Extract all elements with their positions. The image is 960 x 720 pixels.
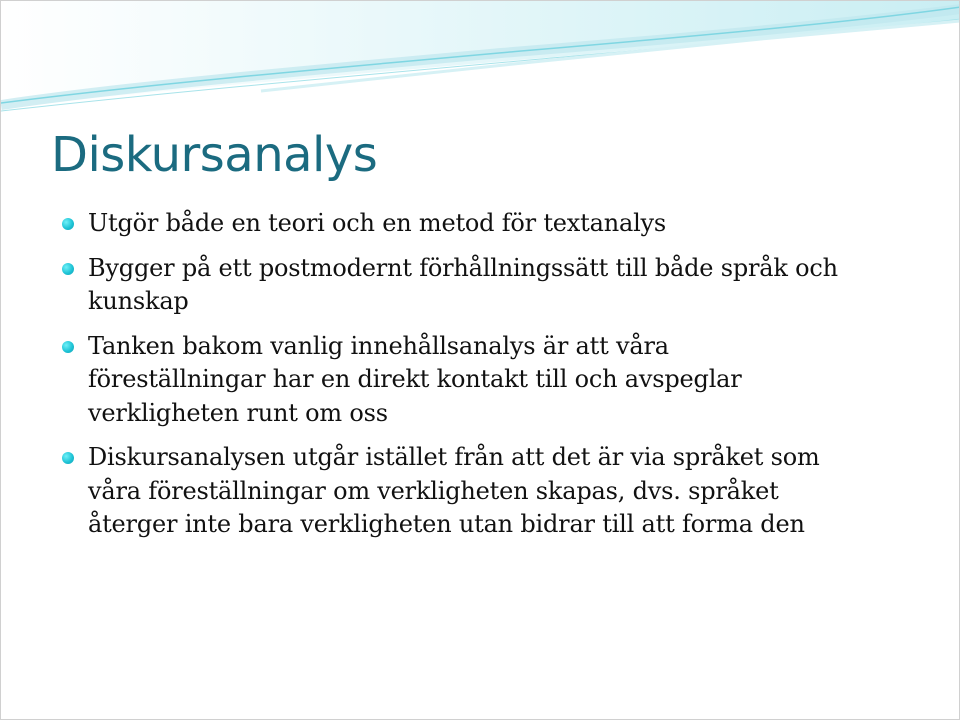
bullet-dot-icon — [62, 452, 74, 464]
bullet-dot-icon — [62, 218, 74, 230]
bullet-item — [61, 207, 851, 241]
slide-title: Diskursanalys — [51, 127, 378, 183]
bullet-item — [61, 330, 851, 431]
bullet-list — [61, 207, 851, 553]
bullet-text: Utgör både en teori och en metod för textanalys — [88, 209, 667, 237]
bullet-item — [61, 441, 851, 542]
bullet-dot-icon — [62, 341, 74, 353]
bullet-dot-icon — [62, 263, 74, 275]
bullet-text: Bygger på ett postmodernt förhållningssätt till både språk och kunskap — [88, 253, 838, 315]
bullet-item — [61, 252, 851, 319]
bullet-text: Diskursanalysen utgår istället från att det är via språket som våra föreställningar om verkligheten skapas, dvs. språket återger inte bara verkligheten utan bidrar till att forma den — [88, 443, 820, 538]
bullet-text: Tanken bakom vanlig innehållsanalys är att våra föreställningar har en direkt kontakt till och avspeglar verkligheten runt om oss — [88, 331, 742, 427]
header-wave-decoration — [1, 1, 960, 121]
